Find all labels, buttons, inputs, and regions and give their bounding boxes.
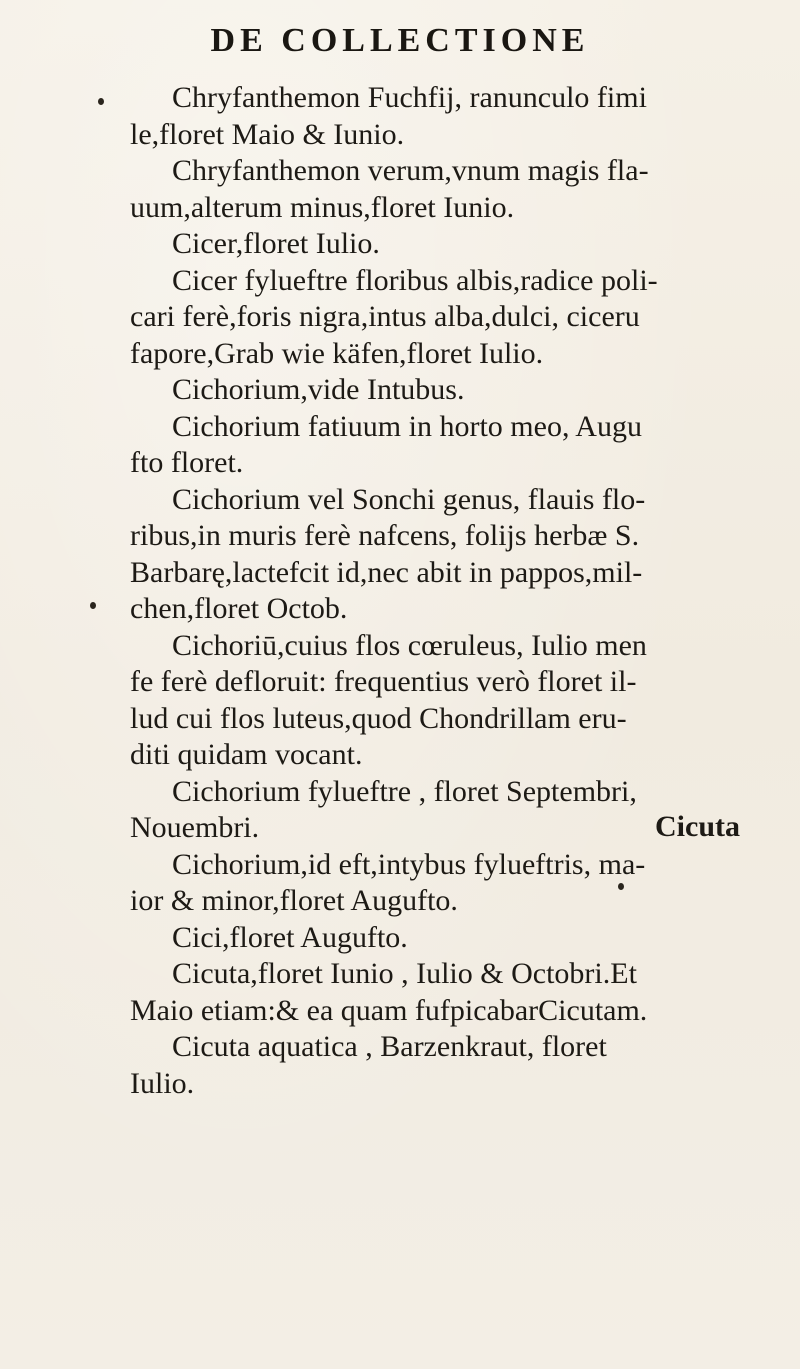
text-line: ior & minor,floret Augufto.: [130, 884, 458, 917]
text-line: fto floret.: [130, 446, 244, 479]
entry-cichorium-sonchi: [130, 482, 750, 628]
text-line: Chryfanthemon Fuchfij, ranunculo fimi: [172, 81, 647, 114]
text-line: Cicer fylueftre floribus albis,radice poli-: [172, 263, 658, 297]
text-line: diti quidam vocant.: [130, 738, 363, 771]
text-line: le,floret Maio & Iunio.: [130, 117, 405, 151]
text-line: Chryfanthemon verum,vnum magis fla-: [172, 154, 649, 187]
text-line: Cichorium fatiuum in horto meo, Augu: [172, 409, 642, 443]
entry-chrysanthemon-fuchsii: [130, 80, 750, 153]
text-line: Cichorium,id eft,intybus fylueftris, ma-: [172, 847, 646, 881]
text-line: Maio etiam:& ea quam fufpicabarCicutam.: [130, 993, 648, 1027]
catchword: Cicuta: [655, 810, 740, 843]
text-line: Barbarę,lactefcit id,nec abit in pappos,mil-: [130, 555, 643, 589]
text-line: Cicer,floret Iulio.: [172, 227, 380, 260]
entry-cicer-sylvestre: [130, 263, 750, 373]
entry-chrysanthemon-verum: [130, 153, 750, 226]
text-line: chen,floret Octob.: [130, 592, 348, 625]
text-line: uum,alterum minus,floret Iunio.: [130, 190, 515, 224]
text-line: Cichorium fylueftre , floret Septembri,: [172, 774, 637, 808]
text-line: fapore,Grab wie käfen,floret Iulio.: [130, 336, 544, 370]
text-line: Cichoriū,cuius flos cœruleus, Iulio men: [172, 628, 647, 662]
text-line: Cicuta,floret Iunio , Iulio & Octobri.Et: [172, 957, 637, 990]
entry-cicuta: [130, 956, 750, 1029]
text-line: cari ferè,foris nigra,intus alba,dulci, ciceru: [130, 300, 640, 333]
text-block: [130, 80, 750, 1102]
text-line: Cichorium vel Sonchi genus, flauis flo-: [172, 482, 646, 516]
ink-spot: [90, 602, 96, 609]
text-line: fe ferè defloruit: frequentius verò floret il-: [130, 665, 637, 698]
entry-cichorium-intybus: [130, 847, 750, 920]
ink-spot: [98, 98, 104, 105]
entry-cici: [130, 920, 750, 957]
entry-cichorium-caeruleus: [130, 628, 750, 774]
text-line: Cichorium,vide Intubus.: [172, 373, 465, 406]
text-line: ribus,in muris ferè nafcens, folijs herbæ S.: [130, 519, 640, 552]
ink-spot: [618, 883, 624, 890]
text-line: Iulio.: [130, 1066, 195, 1100]
entry-cichorium-sativum: [130, 409, 750, 482]
text-line: Nouembri.: [130, 811, 260, 844]
entry-cicer: [130, 226, 750, 263]
text-line: Cici,floret Augufto.: [172, 920, 408, 954]
entry-cicuta-aquatica: [130, 1029, 750, 1102]
entry-cichorium-vide: [130, 372, 750, 409]
text-line: Cicuta aquatica , Barzenkraut, floret: [172, 1030, 607, 1063]
text-line: lud cui flos luteus,quod Chondrillam eru-: [130, 701, 627, 735]
running-header: DE COLLECTIONE: [210, 22, 590, 59]
